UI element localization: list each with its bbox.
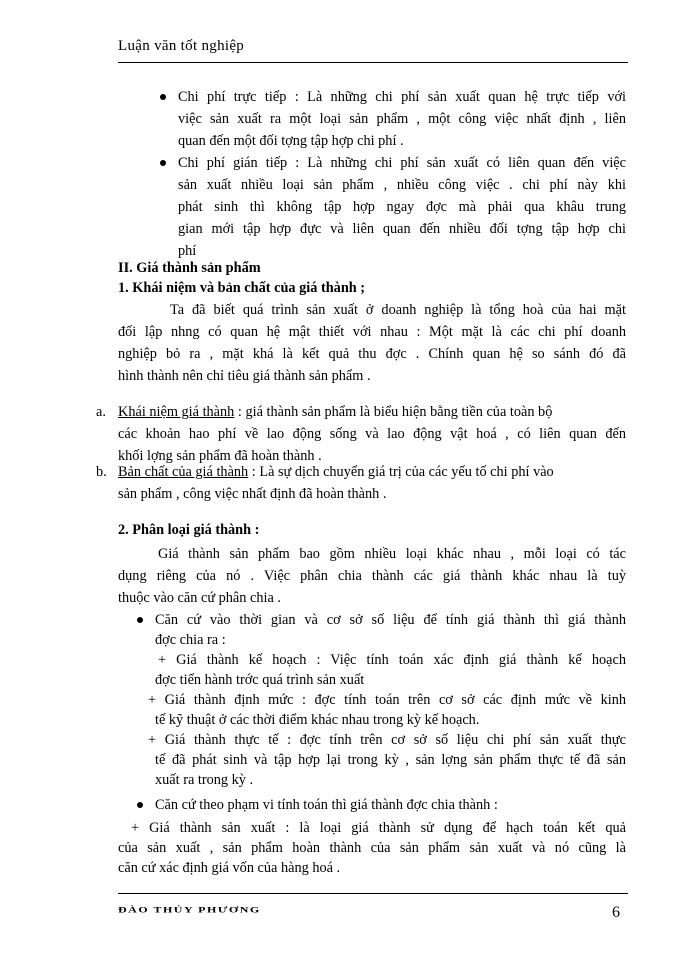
sub-item-line: + Giá thành kế hoạch : Việc tính toán xác định giá thành kế hoạch [158, 652, 626, 668]
paragraph-line: thuộc vào căn cứ phân chia . [118, 590, 281, 606]
definition-line: sản phẩm , công việc nhất định đã hoàn thành . [118, 486, 387, 502]
bullet-text-line: sản xuất nhiều loại sản phẩm , nhiều công việc . chi phí này khi [178, 177, 626, 193]
sub-item-line: tế kỹ thuật ở các thời điểm khác nhau trong kỳ kế hoạch. [155, 712, 480, 728]
subsection-heading: 2. Phân loại giá thành : [118, 522, 260, 538]
header-rule [118, 62, 628, 63]
bullet-text-line: Căn cứ vào thời gian và cơ sở số liệu để tính giá thành thì giá thành [155, 612, 626, 628]
bullet-text-line: gian mới tập hợp đực và liên quan đến nhiều đối tợng tập hợp chi [178, 221, 626, 237]
definition-line [118, 462, 554, 482]
paragraph-line: dụng riêng của nó . Việc phân chia thành các giá thành khác nhau là tuỳ [118, 568, 626, 584]
footer-rule [118, 893, 628, 894]
section-heading: II. Giá thành sản phẩm [118, 260, 261, 276]
list-marker: b. [96, 464, 107, 480]
bullet-text-line: quan đến một đối tợng tập hợp chi phí . [178, 133, 404, 149]
bullet-text-line: Chi phí gián tiếp : Là những chi phí sản xuất có liên quan đến việc [178, 155, 626, 171]
definition-text: : giá thành sản phẩm là biểu hiện bằng tiền của toàn bộ [234, 404, 553, 420]
bullet-text-line: đợc chia ra : [155, 632, 226, 648]
sub-item-line: + Giá thành thực tế : đợc tính trên cơ sở số liệu chi phí sản xuất thực [148, 732, 626, 748]
bullet-icon [137, 802, 143, 808]
paragraph-line: đối lập nhng có quan hệ mật thiết với nhau : Một mặt là các chi phí doanh [118, 324, 626, 340]
definition-line: khối lợng sản phẩm đã hoàn thành . [118, 448, 322, 464]
sub-item-line: tế đã phát sinh và tập hợp lại trong kỳ , sản lợng sản phẩm thực tế đã sản [155, 752, 626, 768]
term-label: Khái niệm giá thành [118, 404, 235, 420]
bullet-text-line: phí [178, 243, 197, 259]
sub-item-line: + Giá thành sản xuất : là loại giá thành sử dụng để hạch toán kết quả [131, 820, 626, 836]
bullet-icon [160, 94, 166, 100]
sub-item-line: + Giá thành định mức : đợc tính toán trên cơ sở các định mức về kinh [148, 692, 626, 708]
running-header: Luận văn tốt nghiệp [118, 38, 245, 54]
bullet-text-line: Căn cứ theo phạm vi tính toán thì giá thành đợc chia thành : [155, 797, 498, 813]
page-number: 6 [612, 904, 620, 921]
paragraph-line: hình thành nên chỉ tiêu giá thành sản phẩm . [118, 368, 371, 384]
sub-item-line: căn cứ xác định giá vốn của hàng hoá . [118, 860, 341, 876]
subsection-heading: 1. Khái niệm và bản chất của giá thành ; [118, 280, 366, 296]
sub-item-line: xuất ra trong kỳ . [155, 772, 254, 788]
paragraph-line: nghiệp bỏ ra , mặt khá là kết quả thu đợc . Chính quan hệ so sánh đó đã [118, 346, 626, 362]
footer-author-name: ĐÀO THỦY PHƯƠNG [118, 905, 261, 915]
definition-line: các khoản hao phí về lao động sống và lao động vật hoá , có liên quan đến [118, 426, 626, 442]
bullet-text-line: phát sinh thì không tập hợp ngay đợc mà phải qua khâu trung [178, 199, 626, 215]
paragraph-line: Ta đã biết quá trình sản xuất ở doanh nghiệp là tổng hoà của hai mặt [170, 302, 626, 318]
paragraph-line: Giá thành sản phẩm bao gồm nhiều loại khác nhau , mỗi loại có tác [158, 546, 626, 562]
bullet-icon [160, 160, 166, 166]
sub-item-line: đợc tiến hành trớc quá trình sản xuất [155, 672, 365, 688]
list-marker: a. [96, 404, 106, 420]
sub-item-line: của sản xuất , sản phẩm hoàn thành của sản phẩm sản xuất và nó cũng là [118, 840, 626, 856]
definition-text: : Là sự dịch chuyển giá trị của các yếu tố chi phí vào [248, 464, 554, 480]
bullet-text-line: việc sản xuất ra một loại sản phẩm , một công việc nhất định , liên [178, 111, 626, 127]
bullet-icon [137, 617, 143, 623]
bullet-text-line: Chi phí trực tiếp : Là những chi phí sản xuất quan hệ trực tiếp với [178, 89, 626, 105]
definition-line [118, 402, 626, 422]
term-label: Bản chất của giá thành [118, 464, 249, 480]
